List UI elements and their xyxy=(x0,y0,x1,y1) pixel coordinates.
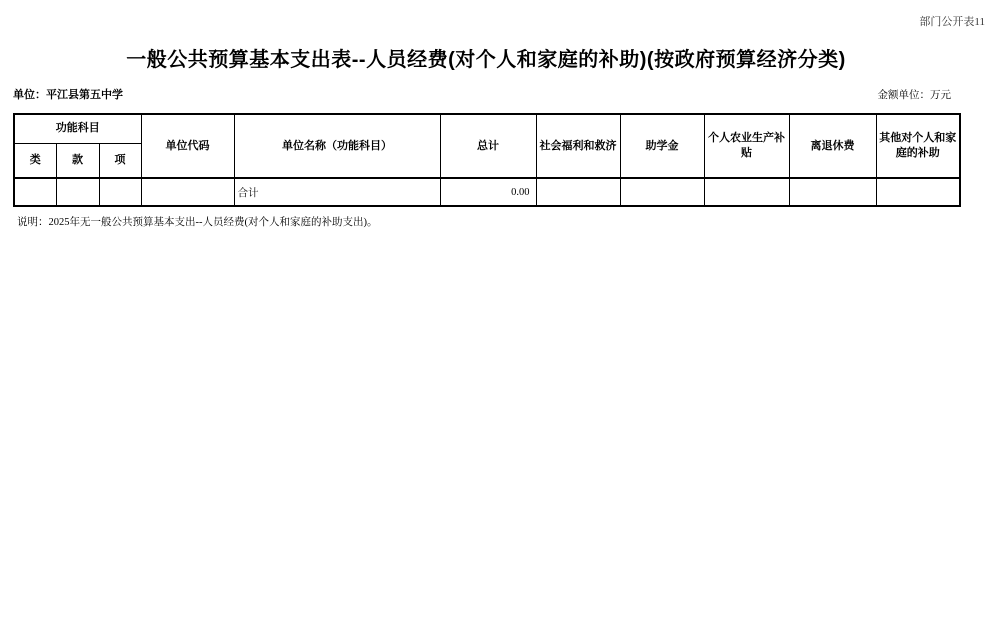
cell-social-welfare xyxy=(536,178,620,206)
document-content xyxy=(13,0,959,229)
meta-row xyxy=(13,86,959,102)
note-text: 说明：2025年无一般公共预算基本支出--人员经费(对个人和家庭的补助支出)。 xyxy=(17,217,378,228)
header-grants: 助学金 xyxy=(620,114,704,178)
cell-other-subsidy xyxy=(876,178,960,206)
cell-func-class xyxy=(14,178,56,206)
cell-func-section xyxy=(56,178,99,206)
table-body xyxy=(14,178,960,206)
header-social-welfare: 社会福利和救济 xyxy=(536,114,620,178)
cell-unit-code xyxy=(141,178,234,206)
table-row-total xyxy=(14,178,960,206)
header-func-group: 功能科目 xyxy=(14,114,141,143)
header-retirement: 离退休费 xyxy=(789,114,876,178)
header-total: 总计 xyxy=(440,114,536,178)
header-row-1 xyxy=(14,114,960,143)
cell-unit-name: 合计 xyxy=(234,178,440,206)
header-func-class: 类 xyxy=(14,143,56,178)
cell-retirement xyxy=(789,178,876,206)
cell-agri-subsidy xyxy=(704,178,789,206)
header-func-item: 项 xyxy=(99,143,141,178)
page-title: 一般公共预算基本支出表--人员经费(对个人和家庭的补助)(按政府预算经济分类) xyxy=(126,49,846,71)
cell-total: 0.00 xyxy=(440,178,536,206)
header-other-subsidy: 其他对个人和家庭的补助 xyxy=(876,114,960,178)
table-header xyxy=(14,114,960,178)
amount-unit-label: 金额单位：万元 xyxy=(877,90,951,101)
header-func-section: 款 xyxy=(56,143,99,178)
cell-grants xyxy=(620,178,704,206)
header-agri-subsidy: 个人农业生产补贴 xyxy=(704,114,789,178)
unit-label: 单位：平江县第五中学 xyxy=(13,89,123,101)
header-unit-code: 单位代码 xyxy=(141,114,234,178)
cell-func-item xyxy=(99,178,141,206)
header-unit-name: 单位名称（功能科目） xyxy=(234,114,440,178)
budget-table xyxy=(13,113,961,207)
doc-number: 部门公开表11 xyxy=(919,16,985,28)
